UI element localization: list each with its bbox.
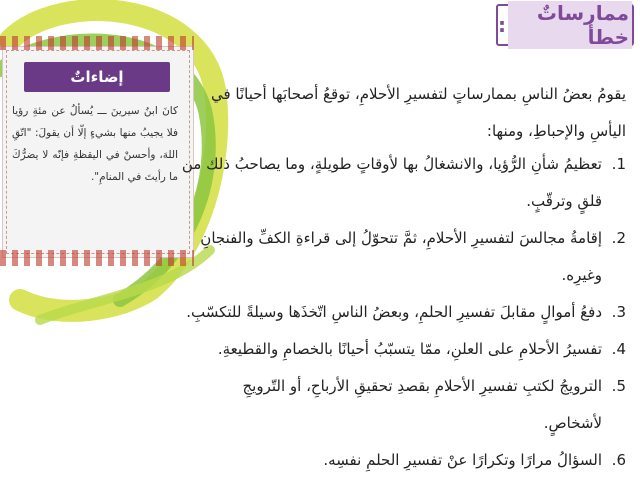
item-text: الترويجُ لكتبِ تفسيرِ الأحلامِ بقصدِ تحقيقِ الأرباحِ، أو التّرويجِ لأشخاصٍ.	[242, 377, 602, 432]
list-item	[180, 220, 626, 294]
title-colon: :	[498, 13, 506, 37]
item-text: دفعُ أموالٍ مقابلَ تفسيرِ الحلمِ، وبعضُ الناسِ اتّخذَها وسيلةً للتكسّبِ.	[186, 303, 602, 321]
list-item	[180, 294, 626, 331]
list-item	[180, 442, 626, 479]
item-number: 6.	[611, 451, 626, 469]
item-number: 5.	[611, 377, 626, 395]
item-text: تفسيرُ الأحلامِ على العلنِ، ممّا يتسبّبُ أحيانًا بالخصامِ والقطيعةِ.	[217, 340, 602, 358]
item-text: السؤالُ مرارًا وتكرارًا عنْ تفسيرِ الحلمِ نفسِه.	[323, 451, 602, 469]
ornament-bottom	[0, 250, 194, 266]
practices-list	[180, 146, 626, 479]
list-item	[180, 146, 626, 220]
list-item	[180, 331, 626, 368]
sidebar-heading: إضاءاتٌ	[24, 62, 170, 92]
list-item	[180, 368, 626, 442]
section-title-box	[496, 1, 634, 49]
intro-paragraph: يقومُ بعضُ الناسِ بممارساتٍ لتفسيرِ الأحلامِ، توقعُ أصحابَها أحيانًا في اليأسِ والإحباطِ، ومنها:	[210, 85, 626, 140]
item-text: إقامةُ مجالسَ لتفسيرِ الأحلامِ، ثمَّ تتحوّلُ إلى قراءةِ الكفِّ والفنجانِ وغيرِه.	[200, 229, 602, 284]
item-number: 2.	[611, 229, 626, 247]
section-title: ممارساتٌ خطأ	[508, 1, 632, 49]
item-text: تعظيمُ شأنِ الرُّؤيا، والانشغالُ بها لأوقاتٍ طويلةٍ، وما يصاحبُ ذلك من قلقٍ وترقّبٍ.	[181, 155, 602, 210]
sidebar-text: كانَ ابنُ سيرينَ ـــ يُسألُ عن مئةِ رؤيا فلا يجيبُ منها بشيءٍ إلّا أن يقولَ: "اتّقِ اللهَ، وأحسنْ في اليقظةِ فإنّه لا يضرُّكَ ما رأيتَ في المنامِ".	[12, 105, 178, 183]
item-number: 4.	[611, 340, 626, 358]
item-number: 1.	[611, 155, 626, 173]
item-number: 3.	[611, 303, 626, 321]
ornament-top	[0, 36, 194, 50]
